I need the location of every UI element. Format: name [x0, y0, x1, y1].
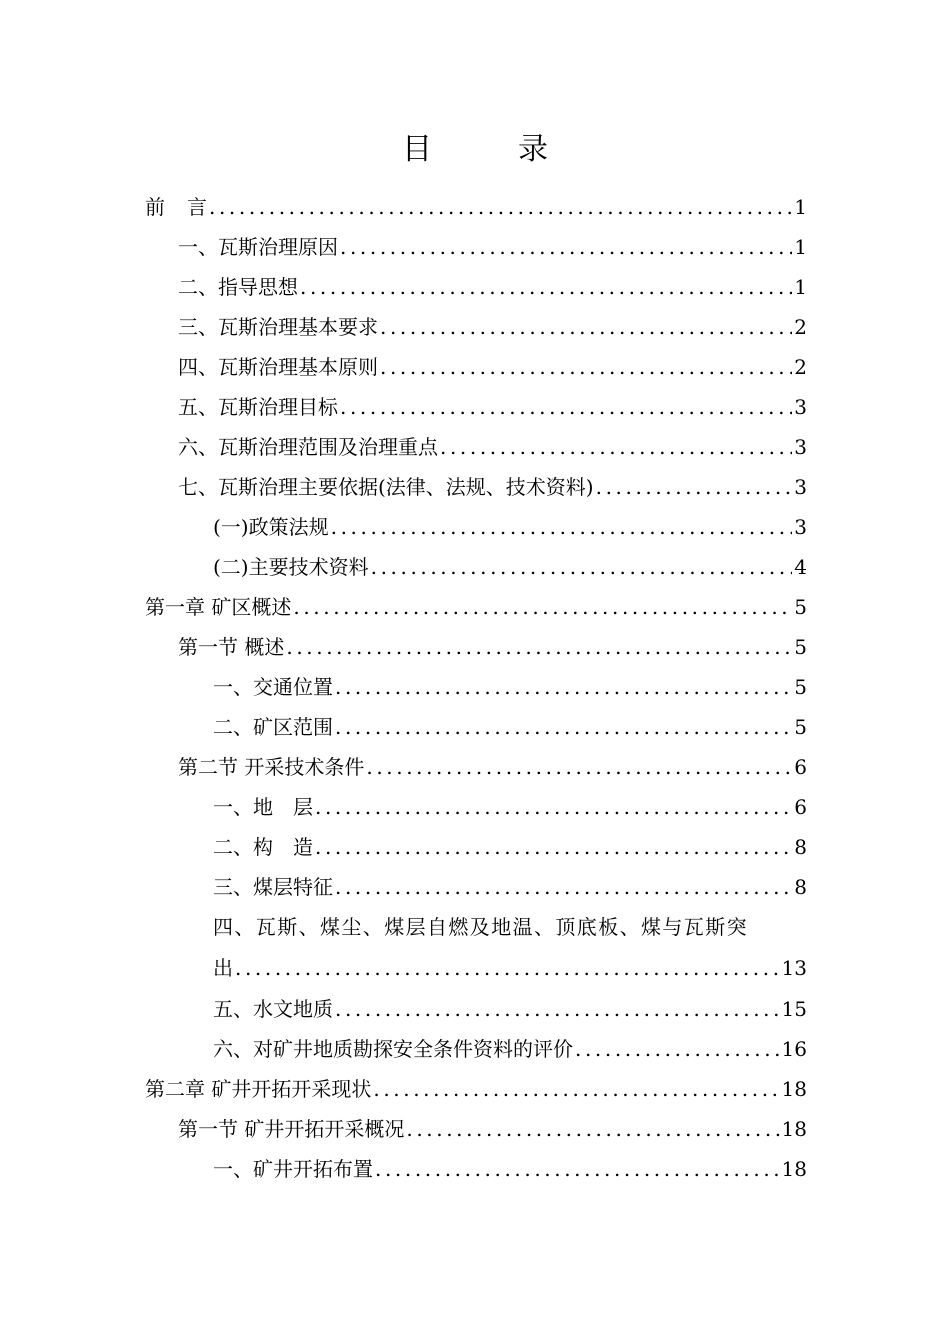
toc-page-number: 1	[794, 235, 807, 259]
toc-leader-dots	[340, 227, 792, 267]
toc-entry[interactable]	[145, 1149, 807, 1189]
toc-entry[interactable]	[145, 747, 807, 787]
toc-leader-dots	[235, 948, 780, 989]
toc-title: 目 录	[402, 132, 576, 167]
toc-entry-label	[145, 187, 207, 227]
toc-page-number: 13	[781, 956, 807, 980]
toc-entry-label: 五、水文地质	[213, 997, 333, 1021]
toc-entry-label: 二、指导思想	[178, 275, 298, 299]
toc-leader-dots	[380, 347, 792, 387]
toc-page-number: 5	[794, 595, 807, 619]
toc-entry[interactable]	[145, 267, 807, 307]
toc-leader-dots	[300, 267, 792, 307]
toc-entry-label: 六、瓦斯治理范围及治理重点	[178, 435, 438, 459]
toc-entry[interactable]	[145, 707, 807, 747]
toc-page-number: 6	[794, 755, 807, 779]
toc-list	[145, 187, 807, 1189]
toc-entry-label: 三、煤层特征	[213, 875, 333, 899]
toc-page-number: 3	[794, 515, 807, 539]
toc-leader-dots	[373, 1069, 779, 1109]
toc-page-number: 8	[794, 835, 807, 859]
toc-entry-label: 第二节 开采技术条件	[178, 755, 365, 779]
toc-entry[interactable]	[145, 507, 807, 547]
toc-entry-label: 第一节 概述	[178, 635, 285, 659]
toc-leader-dots	[596, 467, 793, 507]
toc-entry-label: 一、地 层	[213, 795, 313, 819]
toc-entry-line	[213, 948, 807, 989]
toc-entry[interactable]	[145, 627, 807, 667]
toc-leader-dots	[366, 747, 792, 787]
toc-entry-label: 二、矿区范围	[213, 715, 333, 739]
toc-page-number: 4	[794, 555, 807, 579]
toc-page-number: 3	[794, 395, 807, 419]
toc-entry[interactable]	[145, 467, 807, 507]
toc-entry[interactable]	[145, 989, 807, 1029]
toc-entry-label: 第二章 矿井开拓开采现状	[145, 1077, 372, 1101]
toc-page-number: 2	[794, 355, 807, 379]
toc-entry-label: 四、瓦斯治理基本原则	[178, 355, 378, 379]
toc-entry-label-continuation: 出	[213, 956, 233, 980]
toc-entry[interactable]	[145, 427, 807, 467]
toc-page-number: 5	[794, 635, 807, 659]
toc-entry-label: (二)主要技术资料	[213, 555, 369, 579]
toc-page-number: 1	[794, 275, 807, 299]
toc-leader-dots	[286, 627, 792, 667]
toc-entry-label: 五、瓦斯治理目标	[178, 395, 338, 419]
toc-leader-dots	[315, 827, 792, 867]
toc-entry[interactable]	[145, 667, 807, 707]
toc-leader-dots	[340, 387, 792, 427]
toc-page-number: 18	[781, 1077, 807, 1101]
toc-page-number: 1	[794, 195, 807, 219]
toc-entry-label: 第一节 矿井开拓开采概况	[178, 1117, 405, 1141]
toc-entry-label: 第一章 矿区概述	[145, 595, 292, 619]
toc-page-number: 15	[781, 997, 807, 1021]
toc-entry[interactable]	[145, 347, 807, 387]
toc-entry-label-part: 言	[187, 195, 207, 219]
toc-entry[interactable]	[145, 187, 807, 227]
toc-entry[interactable]	[145, 907, 807, 989]
toc-leader-dots	[209, 187, 792, 227]
toc-leader-dots	[315, 787, 792, 827]
toc-leader-dots	[380, 307, 792, 347]
toc-entry-label: 三、瓦斯治理基本要求	[178, 315, 378, 339]
toc-leader-dots	[371, 547, 793, 587]
toc-entry[interactable]	[145, 867, 807, 907]
toc-entry[interactable]	[145, 307, 807, 347]
toc-entry[interactable]	[145, 827, 807, 867]
toc-entry-label-part: 前	[145, 195, 165, 219]
toc-leader-dots	[575, 1029, 780, 1069]
toc-entry[interactable]	[145, 387, 807, 427]
toc-entry[interactable]	[145, 787, 807, 827]
toc-leader-dots	[335, 867, 792, 907]
toc-leader-dots	[375, 1149, 780, 1189]
toc-leader-dots	[335, 989, 780, 1029]
toc-leader-dots	[440, 427, 792, 467]
toc-page-number: 8	[794, 875, 807, 899]
toc-page-number: 3	[794, 435, 807, 459]
toc-entry[interactable]	[145, 1069, 807, 1109]
toc-entry-label: 一、交通位置	[213, 675, 333, 699]
toc-entry-label: 四、瓦斯、煤尘、煤层自燃及地温、顶底板、煤与瓦斯突	[213, 915, 748, 939]
toc-entry[interactable]	[145, 1109, 807, 1149]
toc-page-number: 5	[794, 675, 807, 699]
toc-page-number: 18	[781, 1117, 807, 1141]
toc-leader-dots	[335, 707, 792, 747]
toc-entry[interactable]	[145, 547, 807, 587]
toc-page-number: 3	[794, 475, 807, 499]
toc-entry-label: 二、构 造	[213, 835, 313, 859]
toc-entry-label: 一、瓦斯治理原因	[178, 235, 338, 259]
toc-leader-dots	[331, 507, 793, 547]
toc-leader-dots	[293, 587, 792, 627]
toc-entry[interactable]	[145, 1029, 807, 1069]
toc-page-number: 6	[794, 795, 807, 819]
toc-entry-label: 七、瓦斯治理主要依据(法律、法规、技术资料)	[178, 475, 594, 499]
toc-entry-label: 一、矿井开拓布置	[213, 1157, 373, 1181]
toc-page-number: 2	[794, 315, 807, 339]
toc-leader-dots	[335, 667, 792, 707]
toc-page-number: 18	[781, 1157, 807, 1181]
toc-page-number: 16	[781, 1037, 807, 1061]
toc-entry-label: 六、对矿井地质勘探安全条件资料的评价	[213, 1037, 573, 1061]
toc-entry[interactable]	[145, 587, 807, 627]
toc-entry[interactable]	[145, 227, 807, 267]
toc-page-number: 5	[794, 715, 807, 739]
toc-entry-label: (一)政策法规	[213, 515, 329, 539]
toc-leader-dots	[406, 1109, 779, 1149]
